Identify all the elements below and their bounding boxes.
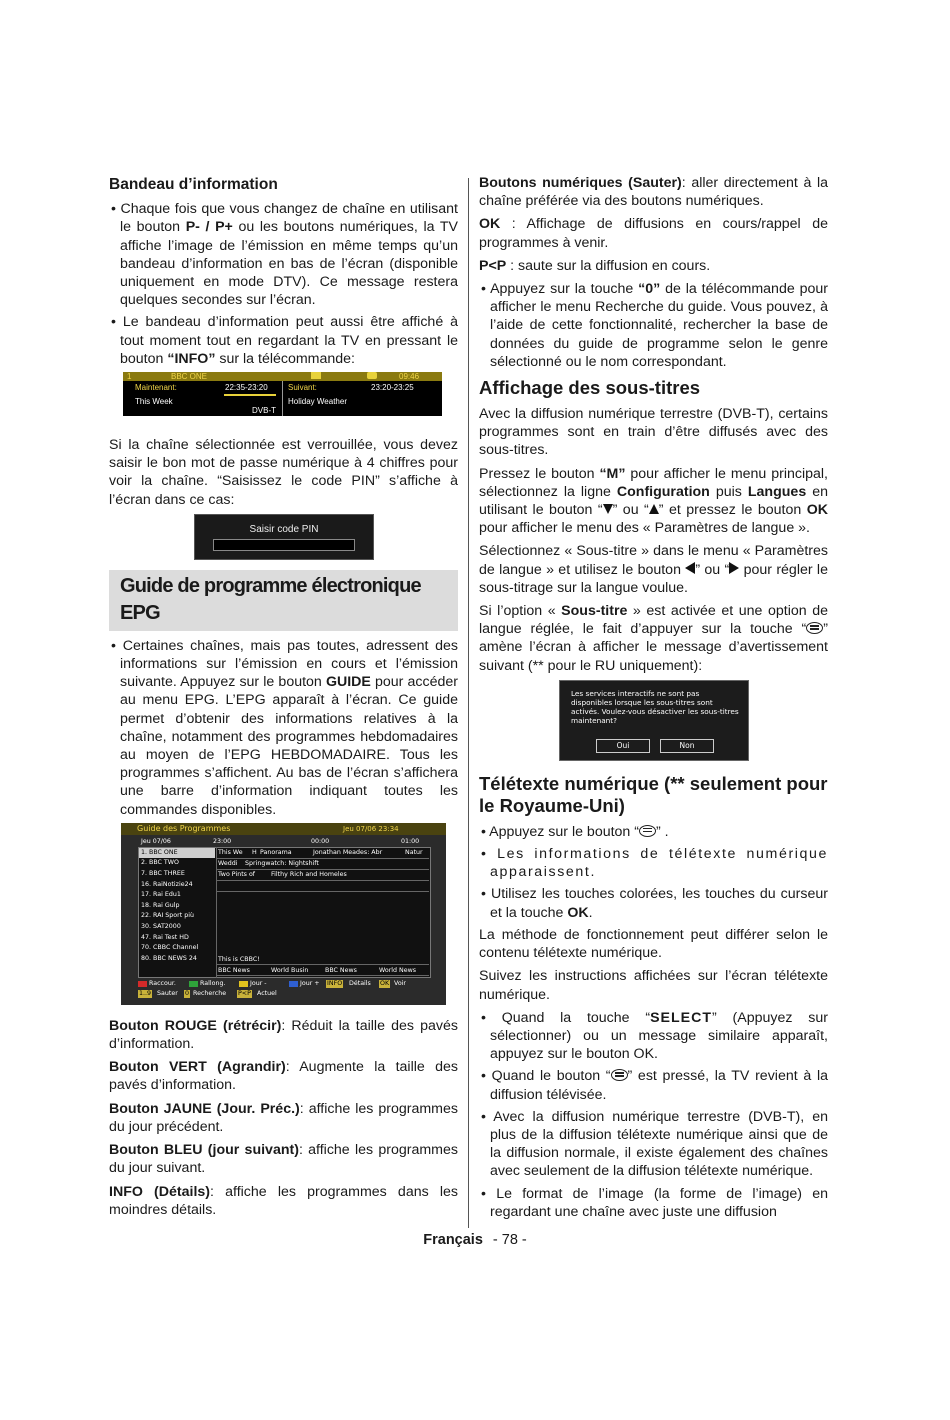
footer-language: Français [423,1232,483,1248]
teletext-icon [806,622,823,634]
epg-date: Jeu 07/06 [141,837,171,845]
bullet-epg-1: • Certaines chaînes, mais pas toutes, adressent des informations sur l’émission en cours et l’émission suivante. Appuyez sur le bouton GUIDE pour accéder au menu EPG. L’EPG apparaît à l’écran. Ce guide permet d’obtenir des informations relatives à la chaîne, notamment des programmes hebdomadaires au moyen de l’EPG HEBDOMADAIRE. Tous les programmes s’affichent. Au bas de l’écran s’affichera une barre d’information indiquant toutes les commandes disponibles. [111,637,458,818]
bullet-teletext-7: • Le format de l’image (la forme de l’image) en regardant une chaîne avec juste une diffusion [481,1185,828,1220]
epg-channel-row: 80. BBC NEWS 24 [141,954,197,962]
blue-key-icon [289,981,298,987]
red-button-desc: Bouton ROUGE (rétrécir): Réduit la taille des pavés d’information. [109,1017,458,1053]
dialog-message: Les services interactifs ne sont pas disponibles lorsque les sous-titres sont activés. Voulez-vous désactiver les sous-titres maintenant? [571,688,739,725]
epg-datetime: Jeu 07/06 23:34 [343,824,399,833]
subtitle-para-2: Pressez le bouton “M” pour afficher le menu principal, sélectionnez la ligne Configuration puis Langues en utilisant le bouton “ ” ou “ ” et pressez le bouton OK pour afficher le menu des « Paramètres de langue ». [479,465,828,537]
section-title-epg: Guide de programme électronique EPG [109,570,458,631]
column-divider [468,178,469,1228]
banner-next-time: 23:20-23:25 [371,383,414,393]
bullet-teletext-4: • Quand la touche “SELECT” (Appuyez sur sélectionner) ou un message similaire apparaît, appuyez sur le bouton OK. [481,1009,828,1063]
bullet-teletext-1: • Appuyez sur le bouton “ ” . [481,823,669,840]
banner-now-label: Maintenant: [135,383,177,393]
banner-now-time: 22:35-23:20 [225,383,268,393]
green-key-icon [189,981,198,987]
locked-channel-text: Si la chaîne sélectionnée est verrouillée, vous devez saisir le bon mot de passe numérique à 4 chiffres pour voir la chaîne. “Saisissez le code PIN” s’affiche à l’écran dans ce cas: [109,437,458,508]
teletext-icon [611,1069,628,1081]
banner-source: DVB-T [252,406,276,416]
left-arrow-icon [685,562,695,574]
banner-next-program: Holiday Weather [288,397,347,407]
pin-label: Saisir code PIN [249,523,319,535]
down-arrow-icon [603,504,613,514]
bullet-search: • Appuyez sur la touche “0” de la télécommande pour afficher le menu Recherche du guide. Vous pouvez, à l’aide de cette fonctionnalité, rechercher la base de données du guide de programme selon le genre sélectionné ou le nom correspondant. [481,281,828,370]
section-title-info-banner: Bandeau d’information [109,176,278,193]
yellow-button-desc: Bouton JAUNE (Jour. Préc.): affiche les programmes du jour précédent. [109,1100,458,1135]
info-banner-screenshot [123,372,442,416]
pin-entry-screenshot [194,514,374,560]
tv-icon [311,372,321,379]
banner-channel-name: BBC ONE [171,372,208,382]
bullet-teletext-2: • Les informations de télétexte numérique apparaissent. [481,846,828,881]
banner-channel-number: 1 [127,372,132,382]
pp-desc: P<P : saute sur la diffusion en cours. [479,257,711,274]
banner-next-label: Suivant: [288,383,317,393]
epg-channel-row: 30. SAT2000 [141,923,181,931]
blue-button-desc: Bouton BLEU (jour suivant): affiche les programmes du jour suivant. [109,1142,458,1177]
epg-channel-row: 47. Rai Test HD [141,933,189,941]
page-footer [0,1232,950,1248]
subtitle-para-4: Si l’option « Sous-titre » est activée et une option de langue réglée, le fait d’appuyer sur la touche “ ” amène l’écran à afficher le message d’avertissement suivant (** pour le RU uniquement): [479,603,828,674]
epg-channel-row: 18. Rai Gulp [141,901,180,909]
badge-icon [367,372,377,379]
epg-channel-row: 2. BBC TWO [141,859,179,867]
dialog-no-button[interactable]: Non [660,739,714,753]
subtitle-para-1: Avec la diffusion numérique terrestre (DVB-T), certains programmes sont en train d’être diffusés avec des sous-titres. [479,406,828,459]
bullet-info-1: • Chaque fois que vous changez de chaîne en utilisant le bouton P- / P+ ou les boutons numériques, la TV affiche l’image de l’émission en même temps qu’un bandeau d’information en bas de l’écran (disponible uniquement en mode DTV). Ce message restera quelques secondes sur l’écran. [111,201,459,309]
teletext-icon [639,825,656,837]
green-button-desc: Bouton VERT (Agrandir): Augmente la taille des pavés d’information. [109,1059,458,1094]
info-button-desc: INFO (Détails): affiche les programmes dans les moindres détails. [109,1183,458,1218]
pin-field [213,539,355,551]
section-title-subtitles: Affichage des sous-titres [479,377,701,399]
epg-screenshot: Guide des Programmes Jeu 07/06 23:34 Jeu 07/06 23:00 00:00 01:00 1. BBC ONE 2. BBC TWO 7. BBC THREE 16. RaiNotizie24 17. Rai Edu1 18. Rai Gulp 22. RAI Sport più 30. SAT2000 47. Rai Test HD 70. CBBC Channel 80. BBC NEWS 24 This We H Panorama Jonathan Meades: Abr Natur Weddi Springwatch: Nightshift Two Pints of Filthy Rich and Homeles This is CBBC! BBC News World Busin BBC News World News Raccour. Rallong. Jour - Jour + INFO Détails OK Voir 1..9 Sauter 0 Recherche P<P Actuel [121,823,446,1005]
banner-now-program: This Week [135,397,173,407]
ok-desc: OK : Affichage de diffusions en cours/rappel de programmes à venir. [479,216,828,251]
subtitle-warning-dialog [559,680,749,761]
teletext-para-2: Suivez les instructions affichées sur l’écran télétexte numérique. [479,968,828,1003]
up-arrow-icon [649,504,659,514]
bullet-teletext-3: • Utilisez les touches colorées, les touches du curseur et la touche OK. [481,886,828,921]
numeric-buttons-desc: Boutons numériques (Sauter): aller directement à la chaîne préférée via des boutons numériques. [479,175,828,210]
right-arrow-icon [729,562,739,574]
page-number: - 78 - [492,1232,527,1248]
banner-progress-bar [224,394,276,396]
epg-channel-row: 22. RAI Sport più [141,912,194,920]
teletext-para-1: La méthode de fonctionnement peut différer selon le contenu télétexte numérique. [479,926,828,962]
yellow-key-icon [239,981,248,987]
bullet-teletext-5: • Quand le bouton “ ” est pressé, la TV revient à la diffusion télévisée. [481,1068,828,1103]
subtitle-para-3: Sélectionnez « Sous-titre » dans le menu « Paramètres de langue » et utilisez le bouton ” ou “ pour régler le sous-titrage sur la langue voulue. [479,543,828,596]
epg-channel-row: 1. BBC ONE [141,848,178,856]
right-column [479,174,828,1225]
dialog-yes-button[interactable]: Oui [596,739,650,753]
bullet-teletext-6: • Avec la diffusion numérique terrestre (DVB-T), en plus de la diffusion télétexte numérique ainsi que de la diffusion normale, il existe également des chaînes avec seulement de la diffusion télétexte numérique. [481,1108,828,1180]
banner-clock: 09:46 [399,372,420,382]
epg-title: Guide des Programmes [137,823,231,833]
epg-channel-row: 7. BBC THREE [141,870,185,878]
section-title-digital-teletext: Télétexte numérique (** seulement pour le Royaume-Uni) [479,772,828,816]
red-key-icon [138,981,147,987]
epg-channel-row: 17. Rai Edu1 [141,891,181,899]
left-column [109,174,458,1224]
epg-channel-row: 16. RaiNotizie24 [141,880,193,888]
bullet-info-2: • Le bandeau d’information peut aussi être affiché à tout moment tout en regardant la TV en pressant le bouton “INFO” sur la télécommande: [111,314,458,367]
epg-channel-row: 70. CBBC Channel [141,944,199,952]
